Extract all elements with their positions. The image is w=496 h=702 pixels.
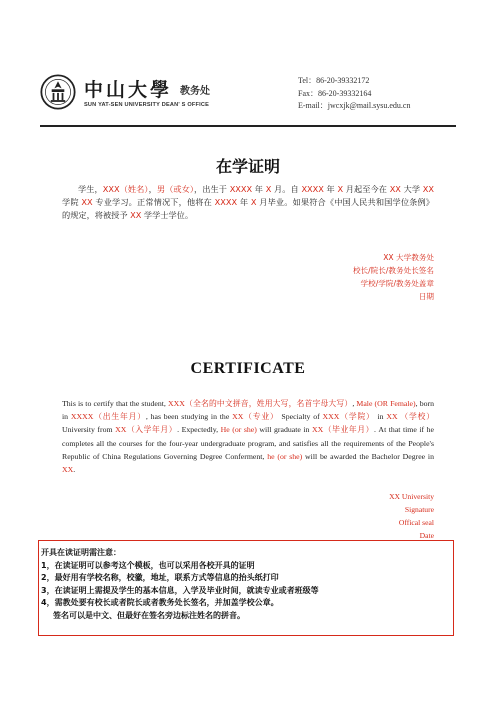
placeholder-text: XX <box>389 184 401 194</box>
certificate-body-english <box>62 397 434 476</box>
body-text: 月起至今在 <box>343 184 390 194</box>
placeholder-text: XX（毕业年月） <box>311 425 374 435</box>
placeholder-text: XXX（全名的中文拼音，姓用大写，名首字母大写） <box>167 399 353 408</box>
placeholder-text: XX <box>130 210 142 220</box>
fax-line: Fax：86-20-39332164 <box>298 88 372 98</box>
body-text: 年 <box>323 184 338 194</box>
university-english-name: SUN YAT-SEN UNIVERSITY DEAN' S OFFICE <box>84 102 210 108</box>
contact-info <box>298 75 410 113</box>
body-text: 专业学习。正常情况下，他将在 <box>92 197 215 207</box>
placeholder-text: XXXX <box>301 184 324 194</box>
signature-line: 日期 <box>418 292 434 301</box>
body-text: ， <box>148 184 157 194</box>
tel-line: Tel：86-20-39332172 <box>298 76 370 85</box>
university-name: 中山大學 <box>84 79 173 101</box>
placeholder-text: XX （学校） <box>386 412 435 422</box>
signature-block-chinese <box>353 251 434 303</box>
email-line: E-mail：jwcxjk@mail.sysu.edu.cn <box>298 101 411 110</box>
body-text: in <box>374 412 387 422</box>
body-text: , born in <box>62 399 434 422</box>
body-text: 大学 <box>400 184 423 194</box>
certificate-body-chinese <box>62 183 434 222</box>
placeholder-text: XXX（姓名） <box>102 184 149 194</box>
placeholder-text: XX <box>62 465 74 475</box>
note-extra: 签名可以是中文、但最好在签名旁边标注姓名的拼音。 <box>53 610 245 620</box>
signature-block-english <box>389 490 434 542</box>
signature-line: 学校/学院/教务处盖章 <box>360 279 434 288</box>
body-text: . Expectedly, <box>177 425 221 435</box>
letterhead <box>40 72 460 124</box>
body-text: 学院 <box>62 197 82 207</box>
department-name: 教务处 <box>180 86 210 97</box>
placeholder-text: XXX（学院） <box>322 412 375 422</box>
body-text: Specialty of <box>278 412 323 422</box>
signature-line: Offical seal <box>398 518 434 527</box>
placeholder-text: 男（或女） <box>156 184 195 194</box>
body-text: 学学士学位。 <box>141 210 194 220</box>
placeholder-text: he (or she) <box>267 451 303 461</box>
placeholder-text: XX <box>422 184 434 194</box>
body-text: 月。自 <box>271 184 302 194</box>
body-text: ，出生于 <box>194 184 230 194</box>
body-text: 年 <box>252 184 266 194</box>
note-item: 1，在读证明可以参考这个模板，也可以采用各校开具的证明 <box>41 560 255 570</box>
placeholder-text: X <box>337 184 344 194</box>
note-item: 2，最好用有学校名称，校徽，地址，联系方式等信息的抬头纸打印 <box>41 573 279 582</box>
note-item: 4，需教处要有校长或者院长或者教务处长签名，并加盖学校公章。 <box>41 598 279 607</box>
body-text: . At that time if he completes all the courses for the four-year undergraduate program, and satisfies all the requirements of the People's Republic of China Regulations Governing Degree Conferment, <box>62 425 434 461</box>
placeholder-text: Male (OR Female) <box>356 399 416 408</box>
letterhead-divider <box>40 125 456 127</box>
signature-line: 校长/院长/教务处长签名 <box>352 266 434 275</box>
placeholder-text: XX（入学年月） <box>115 425 178 435</box>
signature-line: Signature <box>404 505 434 514</box>
signature-line: XX University <box>389 492 434 501</box>
body-text: . <box>73 465 76 475</box>
body-text: , <box>352 399 357 408</box>
placeholder-text: XX <box>81 197 93 207</box>
placeholder-text: X <box>265 184 272 194</box>
body-text: University from <box>62 425 116 435</box>
placeholder-text: XX（专业） <box>232 412 279 422</box>
signature-line: Date <box>419 531 434 540</box>
body-text: 年 <box>237 197 251 207</box>
notes-box <box>38 540 454 636</box>
body-text: 学生， <box>78 184 103 194</box>
certificate-title-chinese: 在学证明 <box>215 157 280 176</box>
body-text: This is to certify that the student, <box>62 399 168 408</box>
certificate-title-english: CERTIFICATE <box>190 360 306 377</box>
body-text: will graduate in <box>256 425 312 435</box>
body-text: , has been studying in the <box>145 412 233 422</box>
body-text: will be awarded the Bachelor Degree in <box>302 451 434 461</box>
note-item: 3，在读证明上需提及学生的基本信息，入学及毕业时间，就读专业或者班级等 <box>41 585 319 595</box>
university-seal-icon <box>40 74 76 110</box>
placeholder-text: He (or she) <box>220 425 257 435</box>
signature-line: XX 大学教务处 <box>383 253 434 262</box>
notes-heading: 开具在读证明需注意： <box>41 548 121 557</box>
placeholder-text: XXXX（出生年月） <box>70 412 146 422</box>
placeholder-text: XXXX <box>229 184 253 194</box>
body-text: 月毕业。如果符合《中国人民共和国学位条例》的规定，将被授予 <box>62 197 434 220</box>
placeholder-text: XXXX <box>214 197 238 207</box>
placeholder-text: X <box>250 197 257 207</box>
